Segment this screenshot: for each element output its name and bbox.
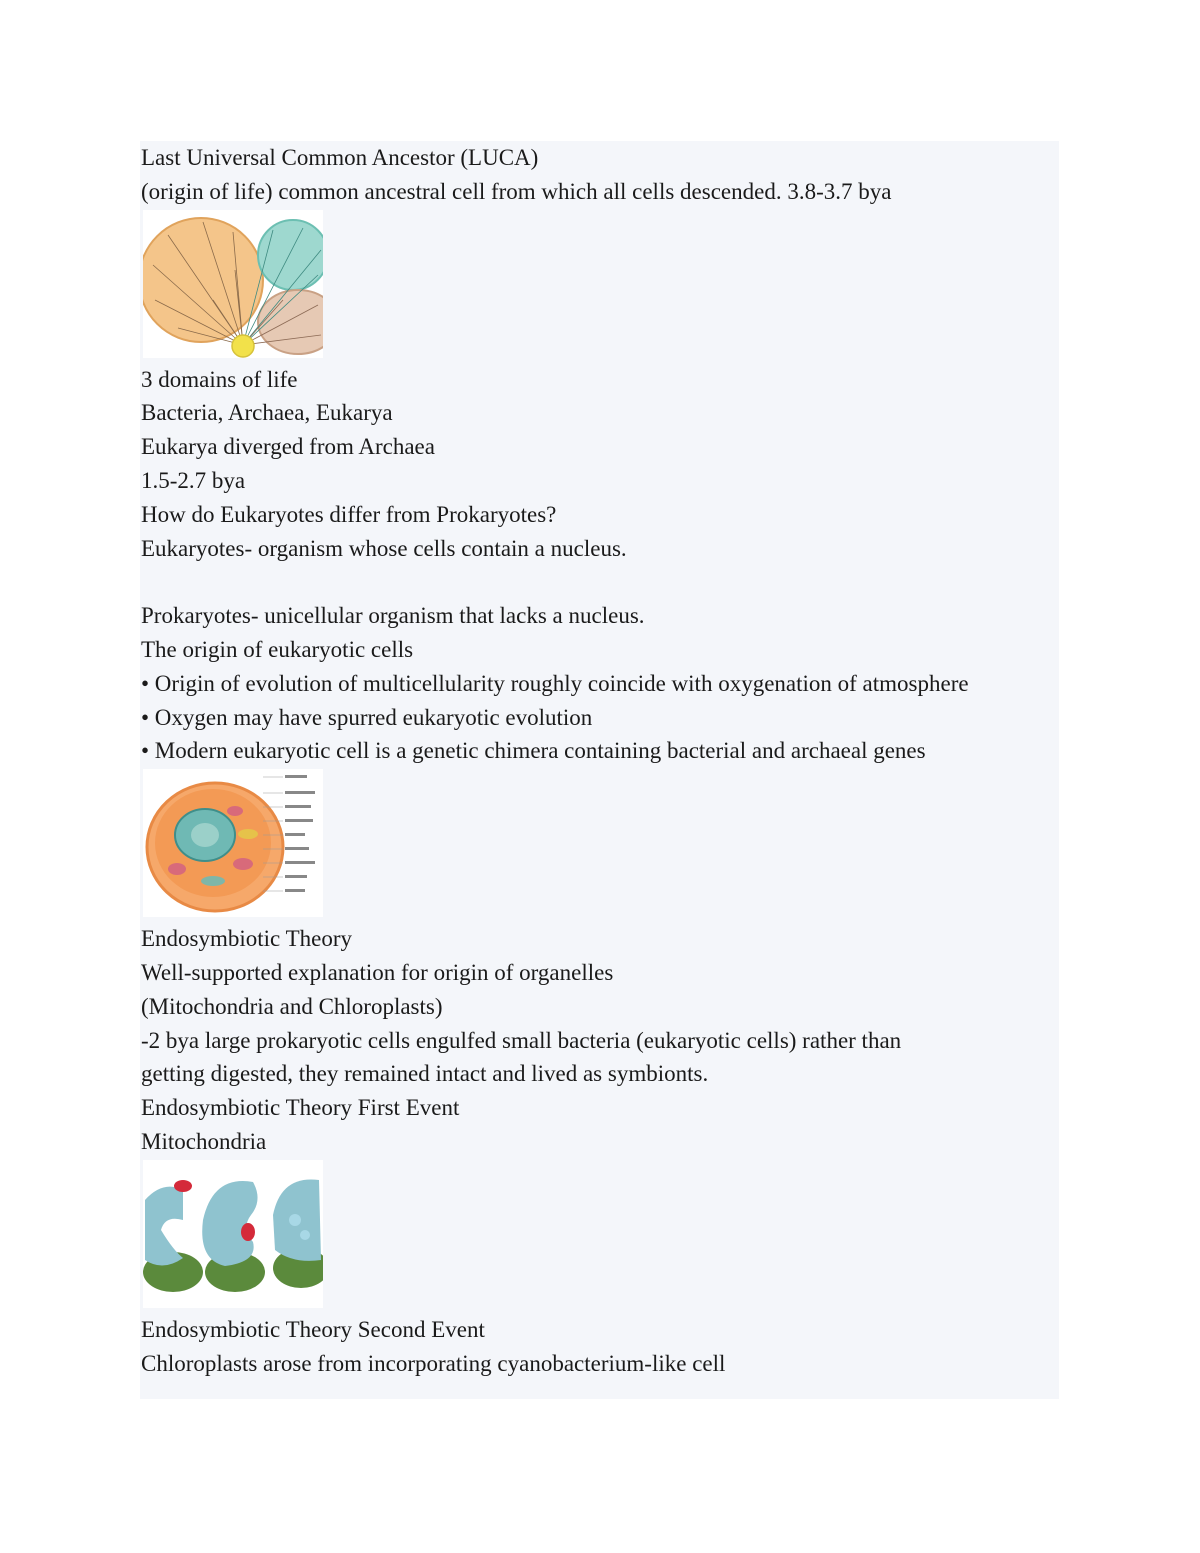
blank-line: [141, 565, 1059, 599]
luca-title: Last Universal Common Ancestor (LUCA): [141, 145, 539, 170]
endo-line: Well-supported explanation for origin of organelles: [141, 959, 614, 985]
eukaryotes-definition: Eukaryotes- organism whose cells contain a nucleus.: [141, 535, 627, 561]
first-event-heading: Endosymbiotic Theory First Event: [141, 1095, 460, 1121]
tree-of-life-image: [143, 210, 323, 358]
luca-description: (origin of life) common ancestral cell from which all cells descended. 3.8-3.7 bya: [141, 178, 892, 204]
origin-bullet: • Oxygen may have spurred eukaryotic evolution: [141, 704, 593, 730]
document-body: [141, 141, 1059, 1380]
endo-heading: Endosymbiotic Theory: [141, 926, 353, 952]
domains-heading: 3 domains of life: [141, 366, 298, 392]
first-event-organelle: Mitochondria: [141, 1128, 267, 1154]
second-event-heading: Endosymbiotic Theory Second Event: [141, 1316, 485, 1342]
eukarya-diverged: Eukarya diverged from Archaea: [141, 434, 435, 460]
endosymbiosis-image: [143, 1160, 323, 1308]
endo-line: getting digested, they remained intact and lived as symbionts.: [141, 1061, 709, 1087]
divergence-time: 1.5-2.7 bya: [141, 467, 246, 493]
domains-list: Bacteria, Archaea, Eukarya: [141, 400, 393, 426]
eukaryotic-cell-image: [143, 769, 323, 917]
comparison-question: How do Eukaryotes differ from Prokaryotes?: [141, 501, 557, 527]
origin-bullet: • Modern eukaryotic cell is a genetic chimera containing bacterial and archaeal genes: [141, 738, 926, 764]
endo-line: (Mitochondria and Chloroplasts): [141, 993, 443, 1019]
endo-line: -2 bya large prokaryotic cells engulfed small bacteria (eukaryotic cells) rather than: [141, 1027, 902, 1053]
second-event-description: Chloroplasts arose from incorporating cyanobacterium-like cell: [141, 1350, 726, 1376]
origin-heading: The origin of eukaryotic cells: [141, 636, 414, 662]
origin-bullet: • Origin of evolution of multicellularity roughly coincide with oxygenation of atmosphere: [141, 670, 969, 696]
prokaryotes-definition: Prokaryotes- unicellular organism that lacks a nucleus.: [141, 603, 645, 629]
